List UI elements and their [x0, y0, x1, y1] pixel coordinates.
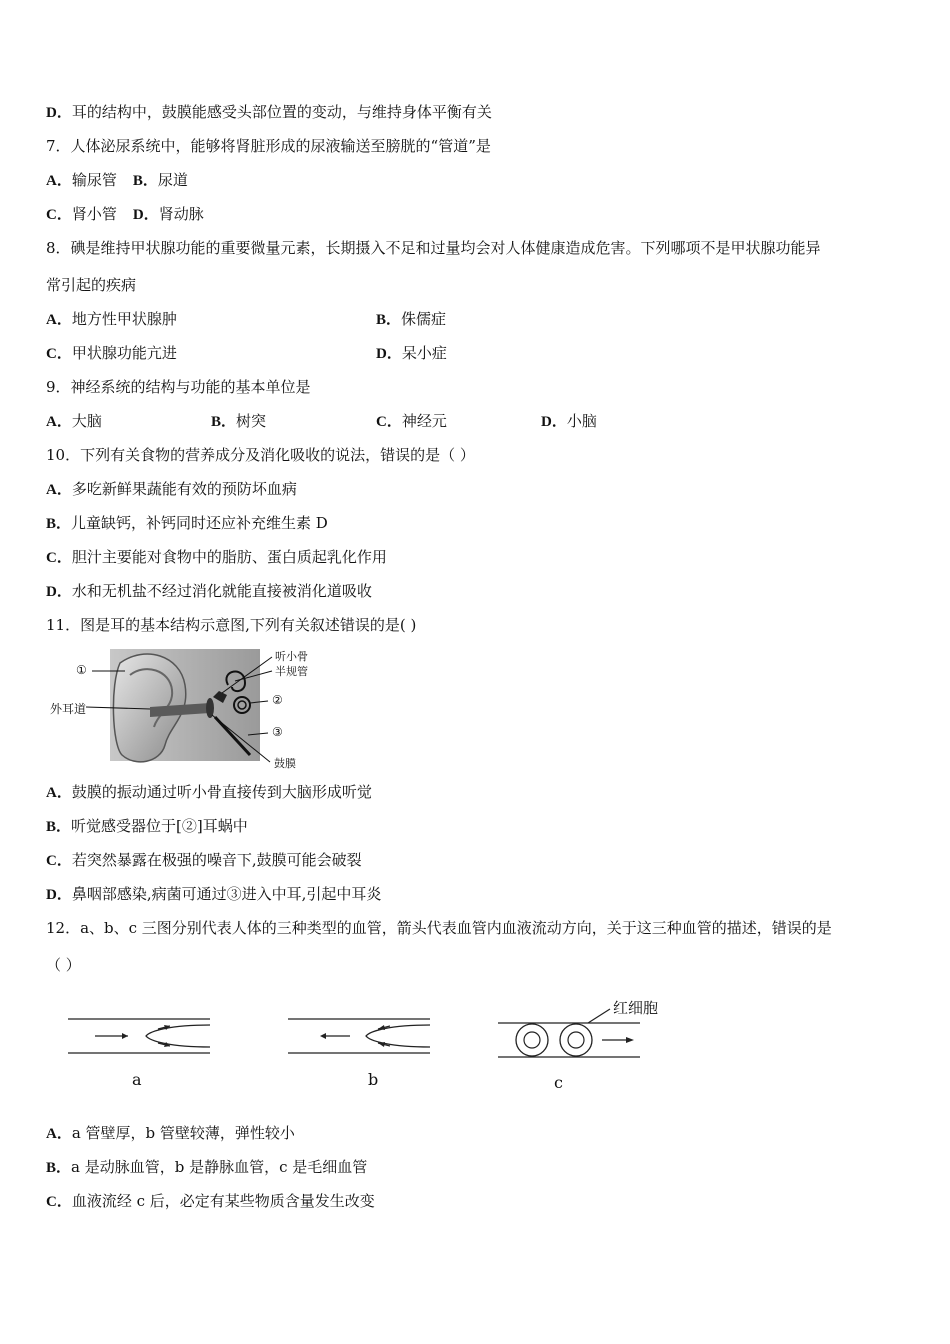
option-text: 输尿管: [71, 171, 117, 189]
option-text: 侏儒症: [401, 310, 447, 328]
q12-option-c: [46, 1191, 375, 1212]
option-label: D．: [541, 414, 567, 430]
option-label: B．: [46, 516, 72, 532]
option-label: B．: [376, 312, 402, 328]
option-text: 神经元: [401, 412, 447, 430]
q12-option-b: [46, 1157, 367, 1178]
vessel-b: [288, 1019, 430, 1053]
option-label: B．: [46, 1160, 72, 1176]
rbc-leader-line: [588, 1009, 610, 1023]
option-text: a 管壁厚，b 管壁较薄，弹性较小: [71, 1124, 295, 1142]
option-label: D．: [46, 584, 72, 600]
blood-vessel-diagram: [60, 995, 680, 1095]
q8-option-b: [376, 309, 446, 330]
option-text: 大脑: [71, 412, 102, 430]
label-b: b: [368, 1070, 379, 1089]
q10-option-a: [46, 479, 297, 500]
q8-stem-line1: 8．碘是维持甲状腺功能的重要微量元素，长期摄入不足和过量均会对人体健康造成危害。下列哪项不是甲状腺功能异: [46, 239, 821, 257]
option-label: C．: [46, 550, 72, 566]
red-blood-cell: [516, 1024, 548, 1056]
option-label: D．: [46, 105, 72, 121]
option-label: A．: [46, 785, 72, 801]
option-label: C．: [46, 1194, 72, 1210]
q10-option-c: [46, 547, 387, 568]
label-a: a: [132, 1070, 142, 1089]
option-text: 树突: [236, 412, 267, 430]
option-label: A．: [46, 482, 72, 498]
option-label: C．: [376, 414, 402, 430]
q9-option-d: [541, 411, 597, 432]
option-text: 肾动脉: [158, 205, 204, 223]
option-label: C．: [46, 346, 72, 362]
q9-option-b: [211, 411, 266, 432]
label-eardrum: 鼓膜: [274, 757, 296, 770]
red-blood-cell: [560, 1024, 592, 1056]
ear-structure-diagram: [50, 645, 320, 770]
q8-option-c: [46, 343, 177, 364]
option-label: C．: [46, 853, 72, 869]
q8-stem-line2: 常引起的疾病: [46, 276, 137, 294]
option-text: 地方性甲状腺肿: [71, 310, 177, 328]
label-c: c: [554, 1073, 563, 1092]
q9-stem: 9．神经系统的结构与功能的基本单位是: [46, 378, 311, 396]
q8-option-a: [46, 309, 177, 330]
option-text: 水和无机盐不经过消化就能直接被消化道吸收: [71, 582, 372, 600]
label-ossicles: 听小骨: [275, 650, 308, 663]
option-text: 呆小症: [401, 344, 447, 362]
option-label: D．: [376, 346, 402, 362]
option-text: 尿道: [157, 171, 188, 189]
option-label: A．: [46, 173, 72, 189]
option-text: 若突然暴露在极强的噪音下,鼓膜可能会破裂: [71, 851, 362, 869]
option-text: 儿童缺钙，补钙同时还应补充维生素 D: [71, 514, 328, 532]
option-label: C．: [46, 207, 72, 223]
q10-option-b: [46, 513, 328, 534]
option-text: 甲状腺功能亢进: [71, 344, 177, 362]
q7-options-row2: [46, 204, 204, 225]
option-text: 听觉感受器位于[②]耳蜗中: [71, 817, 248, 835]
option-text: 肾小管: [71, 205, 117, 223]
option-text: 小脑: [566, 412, 597, 430]
option-label: A．: [46, 312, 72, 328]
q12-stem-line2: （ ）: [46, 956, 81, 974]
q7-stem: 7．人体泌尿系统中，能够将肾脏形成的尿液输送至膀胱的“管道”是: [46, 137, 491, 155]
q6-option-d: [46, 102, 492, 123]
q9-option-c: [376, 411, 447, 432]
option-label: B．: [132, 173, 158, 189]
label-rbc: 红细胞: [613, 999, 659, 1017]
q12-option-a: [46, 1123, 295, 1144]
q8-option-d: [376, 343, 447, 364]
q9-option-a: [46, 411, 102, 432]
q11-option-a: [46, 782, 372, 803]
q7-options-row1: [46, 170, 188, 191]
q11-option-c: [46, 850, 362, 871]
vessel-a: [68, 1019, 210, 1053]
label-outer-canal: 外耳道: [50, 702, 87, 716]
option-text: 耳的结构中，鼓膜能感受头部位置的变动，与维持身体平衡有关: [71, 103, 492, 121]
option-text: 鼓膜的振动通过听小骨直接传到大脑形成听觉: [71, 783, 372, 801]
label-1: ①: [76, 663, 87, 677]
option-text: a 是动脉血管，b 是静脉血管，c 是毛细血管: [71, 1158, 368, 1176]
q10-option-d: [46, 581, 372, 602]
q11-stem: 11．图是耳的基本结构示意图,下列有关叙述错误的是( ): [46, 616, 417, 634]
option-label: D．: [132, 207, 159, 223]
option-label: A．: [46, 1126, 72, 1142]
option-label: B．: [211, 414, 237, 430]
option-label: D．: [46, 887, 72, 903]
option-label: A．: [46, 414, 72, 430]
option-label: B．: [46, 819, 72, 835]
eardrum-shape: [206, 698, 214, 718]
q12-stem-line1: 12．a、b、c 三图分别代表人体的三种类型的血管，箭头代表血管内血液流动方向，关于这三种血管的描述，错误的是: [46, 919, 832, 937]
label-2: ②: [272, 693, 283, 707]
option-text: 鼻咽部感染,病菌可通过③进入中耳,引起中耳炎: [71, 885, 382, 903]
option-text: 血液流经 c 后，必定有某些物质含量发生改变: [71, 1192, 375, 1210]
option-text: 多吃新鲜果蔬能有效的预防坏血病: [71, 480, 297, 498]
q11-option-b: [46, 816, 248, 837]
q10-stem: 10．下列有关食物的营养成分及消化吸收的说法，错误的是（ ）: [46, 446, 475, 464]
option-text: 胆汁主要能对食物中的脂肪、蛋白质起乳化作用: [71, 548, 387, 566]
label-3: ③: [272, 725, 283, 739]
label-semicircular: 半规管: [275, 665, 308, 678]
q11-option-d: [46, 884, 381, 905]
